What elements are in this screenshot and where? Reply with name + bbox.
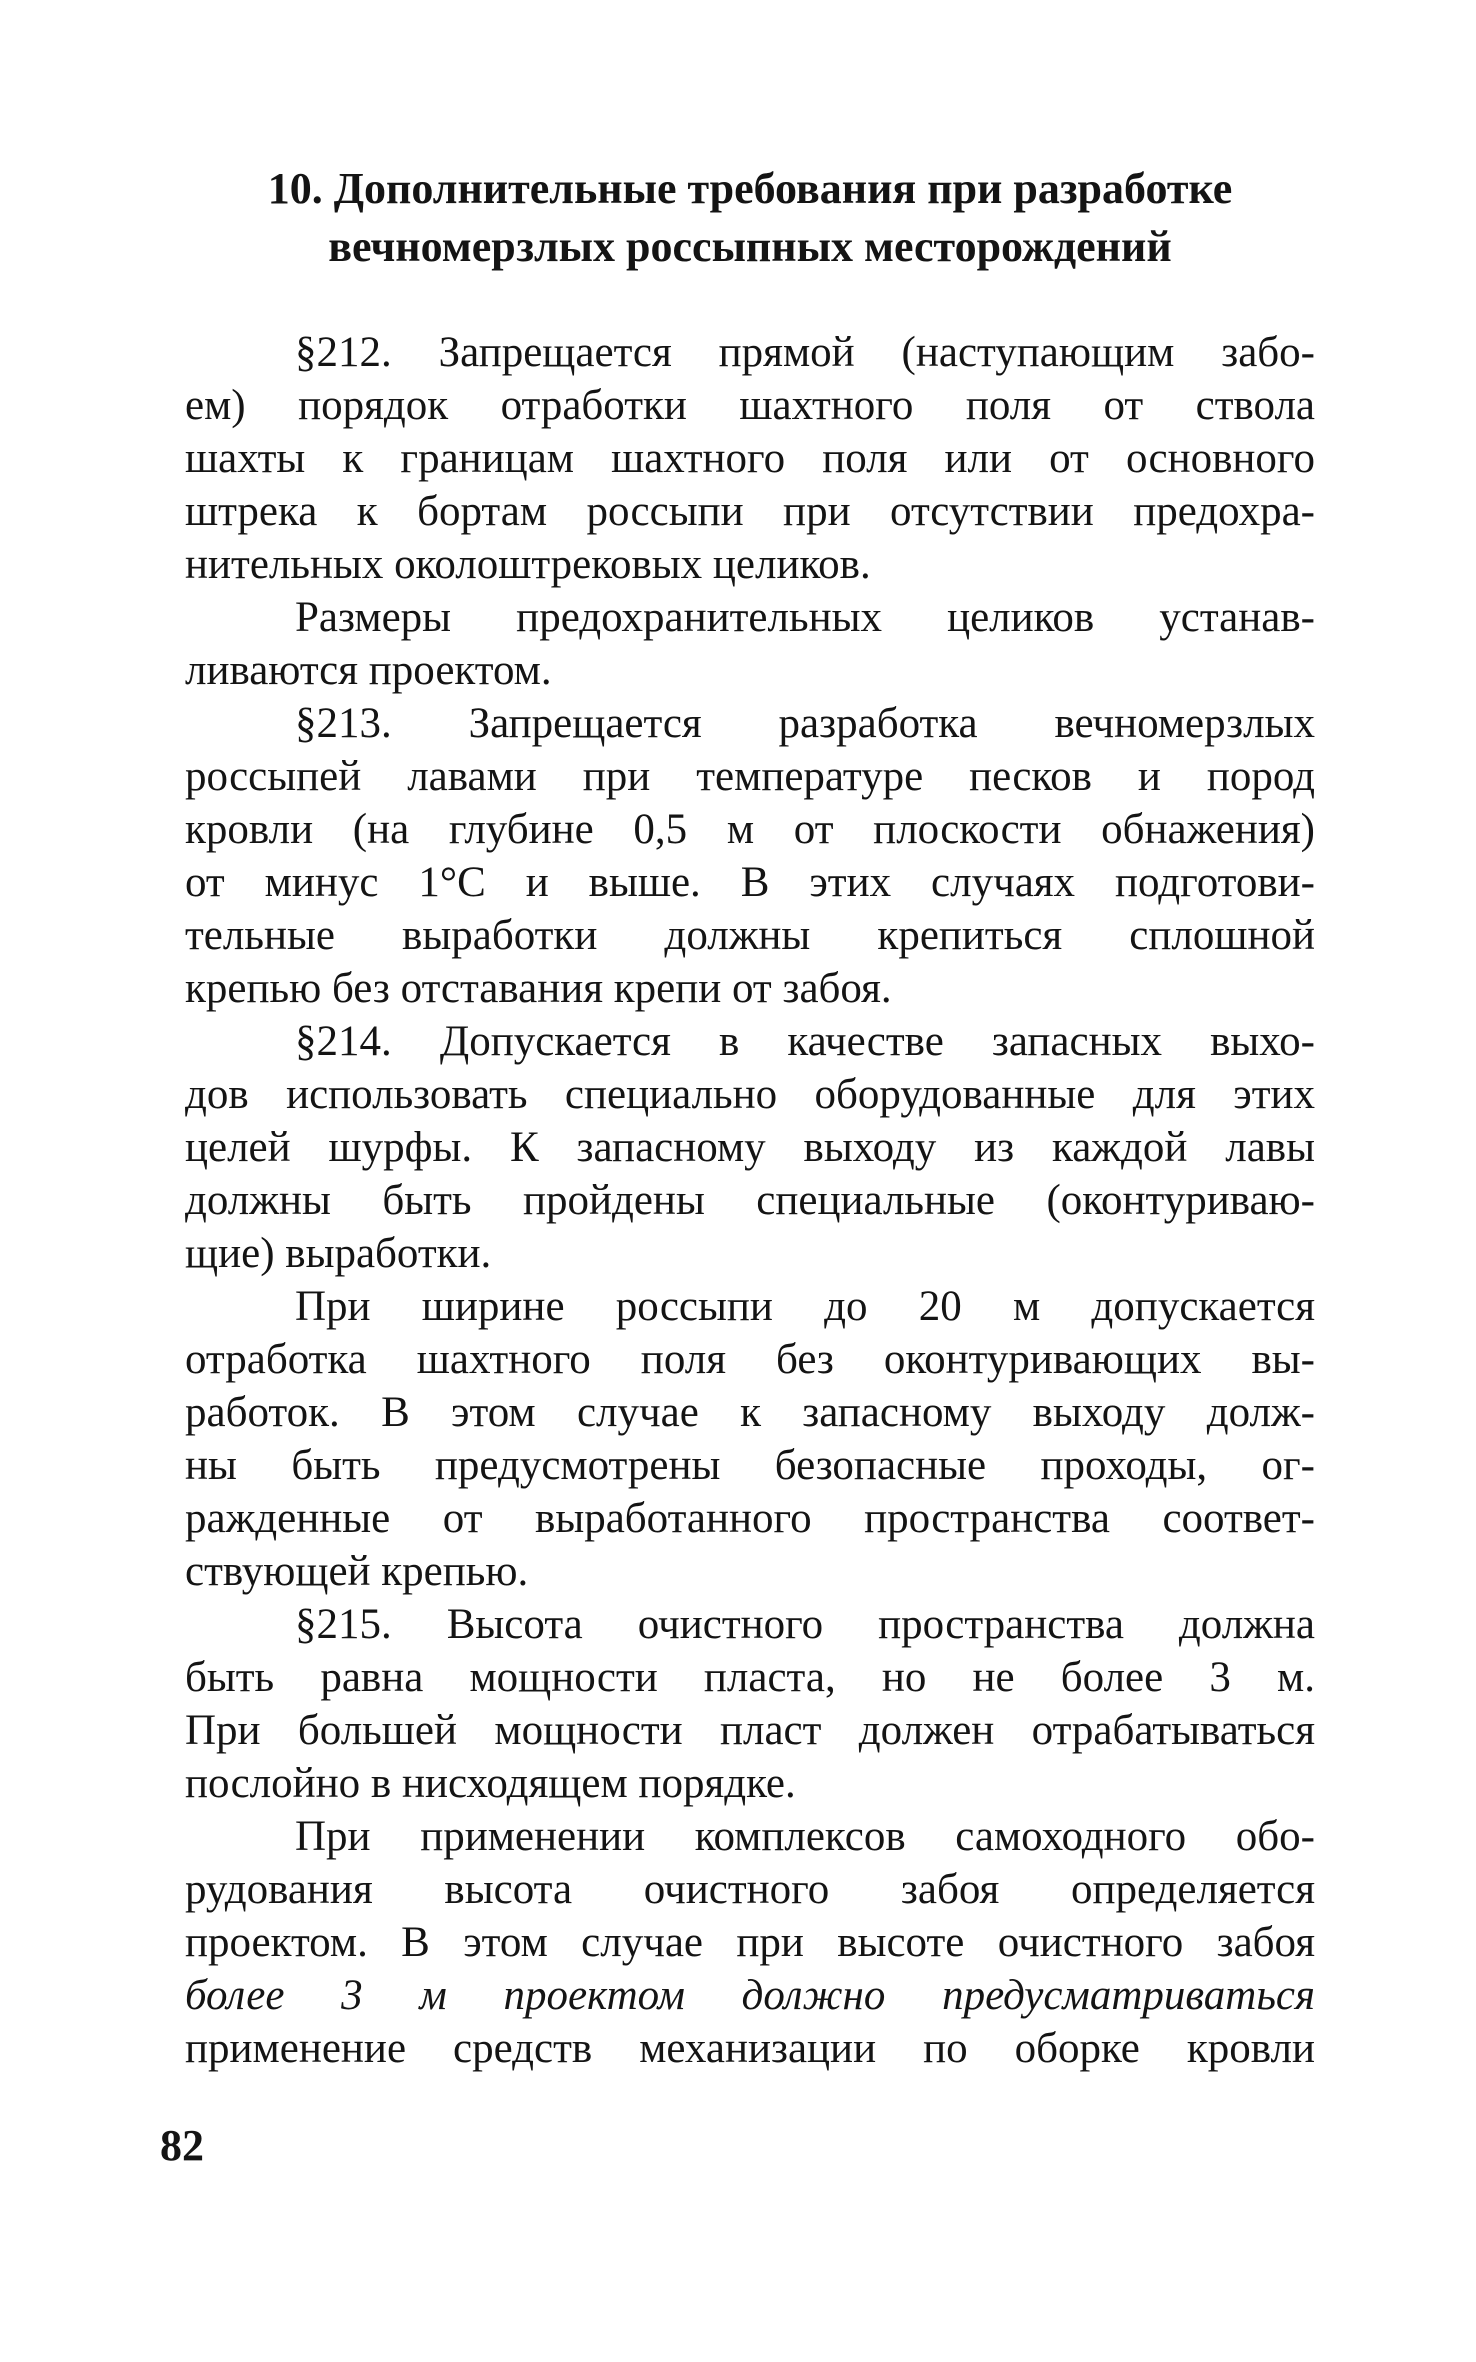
text-line: штрека к бортам россыпи при отсутствии предохра- [185, 488, 1315, 535]
text-line: россыпей лавами при температуре песков и пород [185, 753, 1315, 800]
text-line: §213. Запрещается разработка вечномерзлых [295, 700, 1315, 747]
paragraph-212-pillar-sizes [185, 591, 1315, 697]
text-line: проектом. В этом случае при высоте очистного забоя [185, 1919, 1315, 1966]
text-line: шахты к границам шахтного поля или от основного [185, 435, 1315, 482]
text-line: нительных околоштрековых целиков. [185, 541, 871, 588]
text-line: При большей мощности пласт должен отрабатываться [185, 1707, 1315, 1754]
body-text [185, 326, 1315, 2075]
text-line: тельные выработки должны крепиться сплошной [185, 912, 1315, 959]
text-line: кровли (на глубине 0,5 м от плоскости обнажения) [185, 806, 1315, 853]
text-line: §212. Запрещается прямой (наступающим забо- [295, 329, 1315, 376]
text-line: ражденные от выработанного пространства соответ- [185, 1495, 1315, 1542]
text-line: ны быть предусмотрены безопасные проходы, ог- [185, 1442, 1315, 1489]
text-line: При ширине россыпи до 20 м допускается [295, 1283, 1315, 1330]
text-line: крепью без отставания крепи от забоя. [185, 965, 892, 1012]
section-heading [185, 160, 1315, 276]
text-line: должны быть пройдены специальные (оконтуриваю- [185, 1177, 1315, 1224]
text-line: рудования высота очистного забоя определяется [185, 1866, 1315, 1913]
text-line: дов использовать специально оборудованные для этих [185, 1071, 1315, 1118]
paragraph-215 [185, 1598, 1315, 1810]
text-line-italic: более 3 м проектом должно предусматриваться [185, 1972, 1315, 2019]
paragraph-215-equipment [185, 1810, 1315, 2075]
text-line: ливаются проектом. [185, 647, 552, 694]
text-line: щие) выработки. [185, 1230, 492, 1277]
text-line: применение средств механизации по оборке кровли [185, 2025, 1315, 2072]
text-line: ем) порядок отработки шахтного поля от ствола [185, 382, 1315, 429]
text-line: работок. В этом случае к запасному выходу долж- [185, 1389, 1315, 1436]
text-line: от минус 1°С и выше. В этих случаях подготови- [185, 859, 1315, 906]
text-line: послойно в нисходящем порядке. [185, 1760, 796, 1807]
text-line: При применении комплексов самоходного обо- [295, 1813, 1315, 1860]
paragraph-214-width [185, 1280, 1315, 1598]
section-heading-line-2: вечномерзлых россыпных месторождений [328, 222, 1172, 271]
section-heading-line-1: 10. Дополнительные требования при разработке [267, 164, 1233, 213]
text-line: целей шурфы. К запасному выходу из каждой лавы [185, 1124, 1315, 1171]
text-line: Размеры предохранительных целиков устанав- [295, 594, 1315, 641]
text-line: ствующей крепью. [185, 1548, 529, 1595]
text-line: быть равна мощности пласта, но не более 3 м. [185, 1654, 1315, 1701]
paragraph-212 [185, 326, 1315, 591]
paragraph-214 [185, 1015, 1315, 1280]
text-line: §214. Допускается в качестве запасных выхо- [295, 1018, 1315, 1065]
page-number: 82 [160, 2121, 204, 2170]
text-line: §215. Высота очистного пространства должна [295, 1601, 1315, 1648]
paragraph-213 [185, 697, 1315, 1015]
text-line: отработка шахтного поля без оконтуривающих вы- [185, 1336, 1315, 1383]
